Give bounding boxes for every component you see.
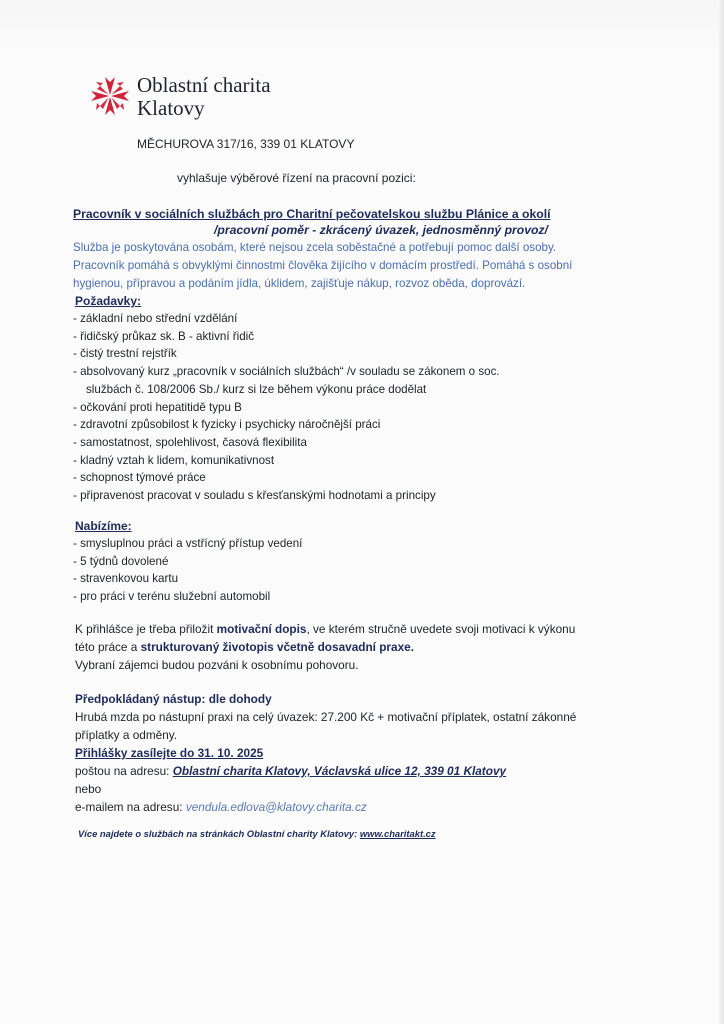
or-text: nebo	[75, 782, 102, 796]
offer-list	[73, 535, 302, 606]
list-item: - smysluplnou práci a vstřícný přístup vedení	[73, 537, 303, 550]
start-date: Předpokládaný nástup: dle dohody	[75, 692, 272, 706]
list-item: - řidičský průkaz sk. B - aktivní řidič	[73, 329, 255, 343]
text-run: poštou na adresu:	[75, 764, 173, 778]
list-item: - čistý trestní rejstřík	[73, 347, 177, 361]
list-item: - připravenost pracovat v souladu s křesťanskými hodnotami a principy	[73, 489, 436, 503]
deadline: Přihlášky zasílejte do 31. 10. 2025	[75, 746, 264, 760]
requirements-heading: Požadavky:	[75, 294, 142, 308]
requirements-list	[73, 310, 500, 505]
email-link[interactable]: vendula.edlova@klatovy.charita.cz	[185, 800, 367, 814]
list-item: - 5 týdnů dovolené	[73, 554, 169, 568]
scan-top-shadow	[0, 0, 724, 52]
list-item: - samostatnost, spolehlivost, časová flexibilita	[73, 435, 307, 449]
list-item: - očkování proti hepatitidě typu B	[73, 400, 242, 414]
text-run: této práce a	[75, 640, 141, 654]
list-item: - zdravotní způsobilost k fyzicky i psychicky náročnější práci	[73, 418, 381, 432]
description-line: Služba je poskytována osobám, které nejsou zcela soběstačné a potřebují pomoc další osoby.	[73, 241, 557, 254]
list-item: - základní nebo střední vzdělání	[73, 312, 238, 325]
text-run: , ve kterém stručně uvedete svoji motivaci k výkonu	[306, 622, 576, 636]
motivation-letter-emphasis: motivační dopis	[216, 622, 307, 636]
scan-edge	[719, 0, 724, 1024]
job-title: Pracovník v sociálních službách pro Charitní pečovatelskou službu Plánice a okolí	[73, 207, 551, 221]
list-item: - pro práci v terénu služební automobil	[73, 590, 271, 604]
organization-address: MĚCHUROVA 317/16, 339 01 KLATOVY	[137, 137, 355, 151]
website-link[interactable]: www.charitakt.cz	[359, 828, 436, 839]
description-line: hygienou, přípravou a podáním jídla, úklidem, zajišťuje nákup, rozvoz oběda, doprovází.	[73, 277, 526, 290]
footer-text: Více najdete o službách na stránkách Oblastní charity Klatovy:	[78, 828, 360, 839]
footer	[78, 828, 436, 839]
text-run: e-mailem na adresu:	[75, 800, 186, 814]
charity-cross-logo	[88, 74, 132, 118]
application-line-1	[75, 620, 635, 638]
list-item: službách č. 108/2006 Sb./ kurz si lze během výkonu práce dodělat	[86, 382, 427, 396]
job-subtitle: /pracovní poměr - zkrácený úvazek, jednosměnný provoz/	[214, 223, 548, 237]
salary-line: Hrubá mzda po nástupní praxi na celý úvazek: 27.200 Kč + motivační příplatek, ostatní zákonné	[75, 710, 577, 724]
email-line	[75, 798, 675, 816]
text-run: K přihlášce je třeba přiložit	[75, 622, 217, 636]
job-description	[73, 239, 673, 293]
post-line	[75, 762, 675, 780]
cv-emphasis: strukturovaný životopis včetně dosavadní praxe.	[140, 640, 414, 654]
organization-name	[137, 74, 271, 120]
salary-line: příplatky a odměny.	[75, 728, 178, 742]
list-item: - stravenkovou kartu	[73, 572, 179, 586]
offer-heading: Nabízíme:	[75, 519, 132, 533]
start-section	[75, 690, 675, 816]
application-paragraph	[75, 620, 635, 674]
application-line-2	[75, 638, 635, 656]
organization-name-line1: Oblastní charita	[137, 73, 271, 97]
intro-text: vyhlašuje výběrové řízení na pracovní pozici:	[177, 171, 416, 185]
application-line-3: Vybraní zájemci budou pozváni k osobnímu pohovoru.	[75, 658, 359, 672]
list-item: - kladný vztah k lidem, komunikativnost	[73, 453, 275, 467]
description-line: Pracovník pomáhá s obvyklými činnostmi člověka žijícího v domácím prostředí. Pomáhá s osobní	[73, 259, 573, 272]
organization-name-line2: Klatovy	[137, 96, 205, 120]
list-item: - absolvovaný kurz „pracovník v sociálních službách“ /v souladu se zákonem o soc.	[73, 365, 500, 379]
postal-address: Oblastní charita Klatovy, Václavská ulice 12, 339 01 Klatovy	[172, 764, 507, 778]
list-item: - schopnost týmové práce	[73, 471, 206, 485]
